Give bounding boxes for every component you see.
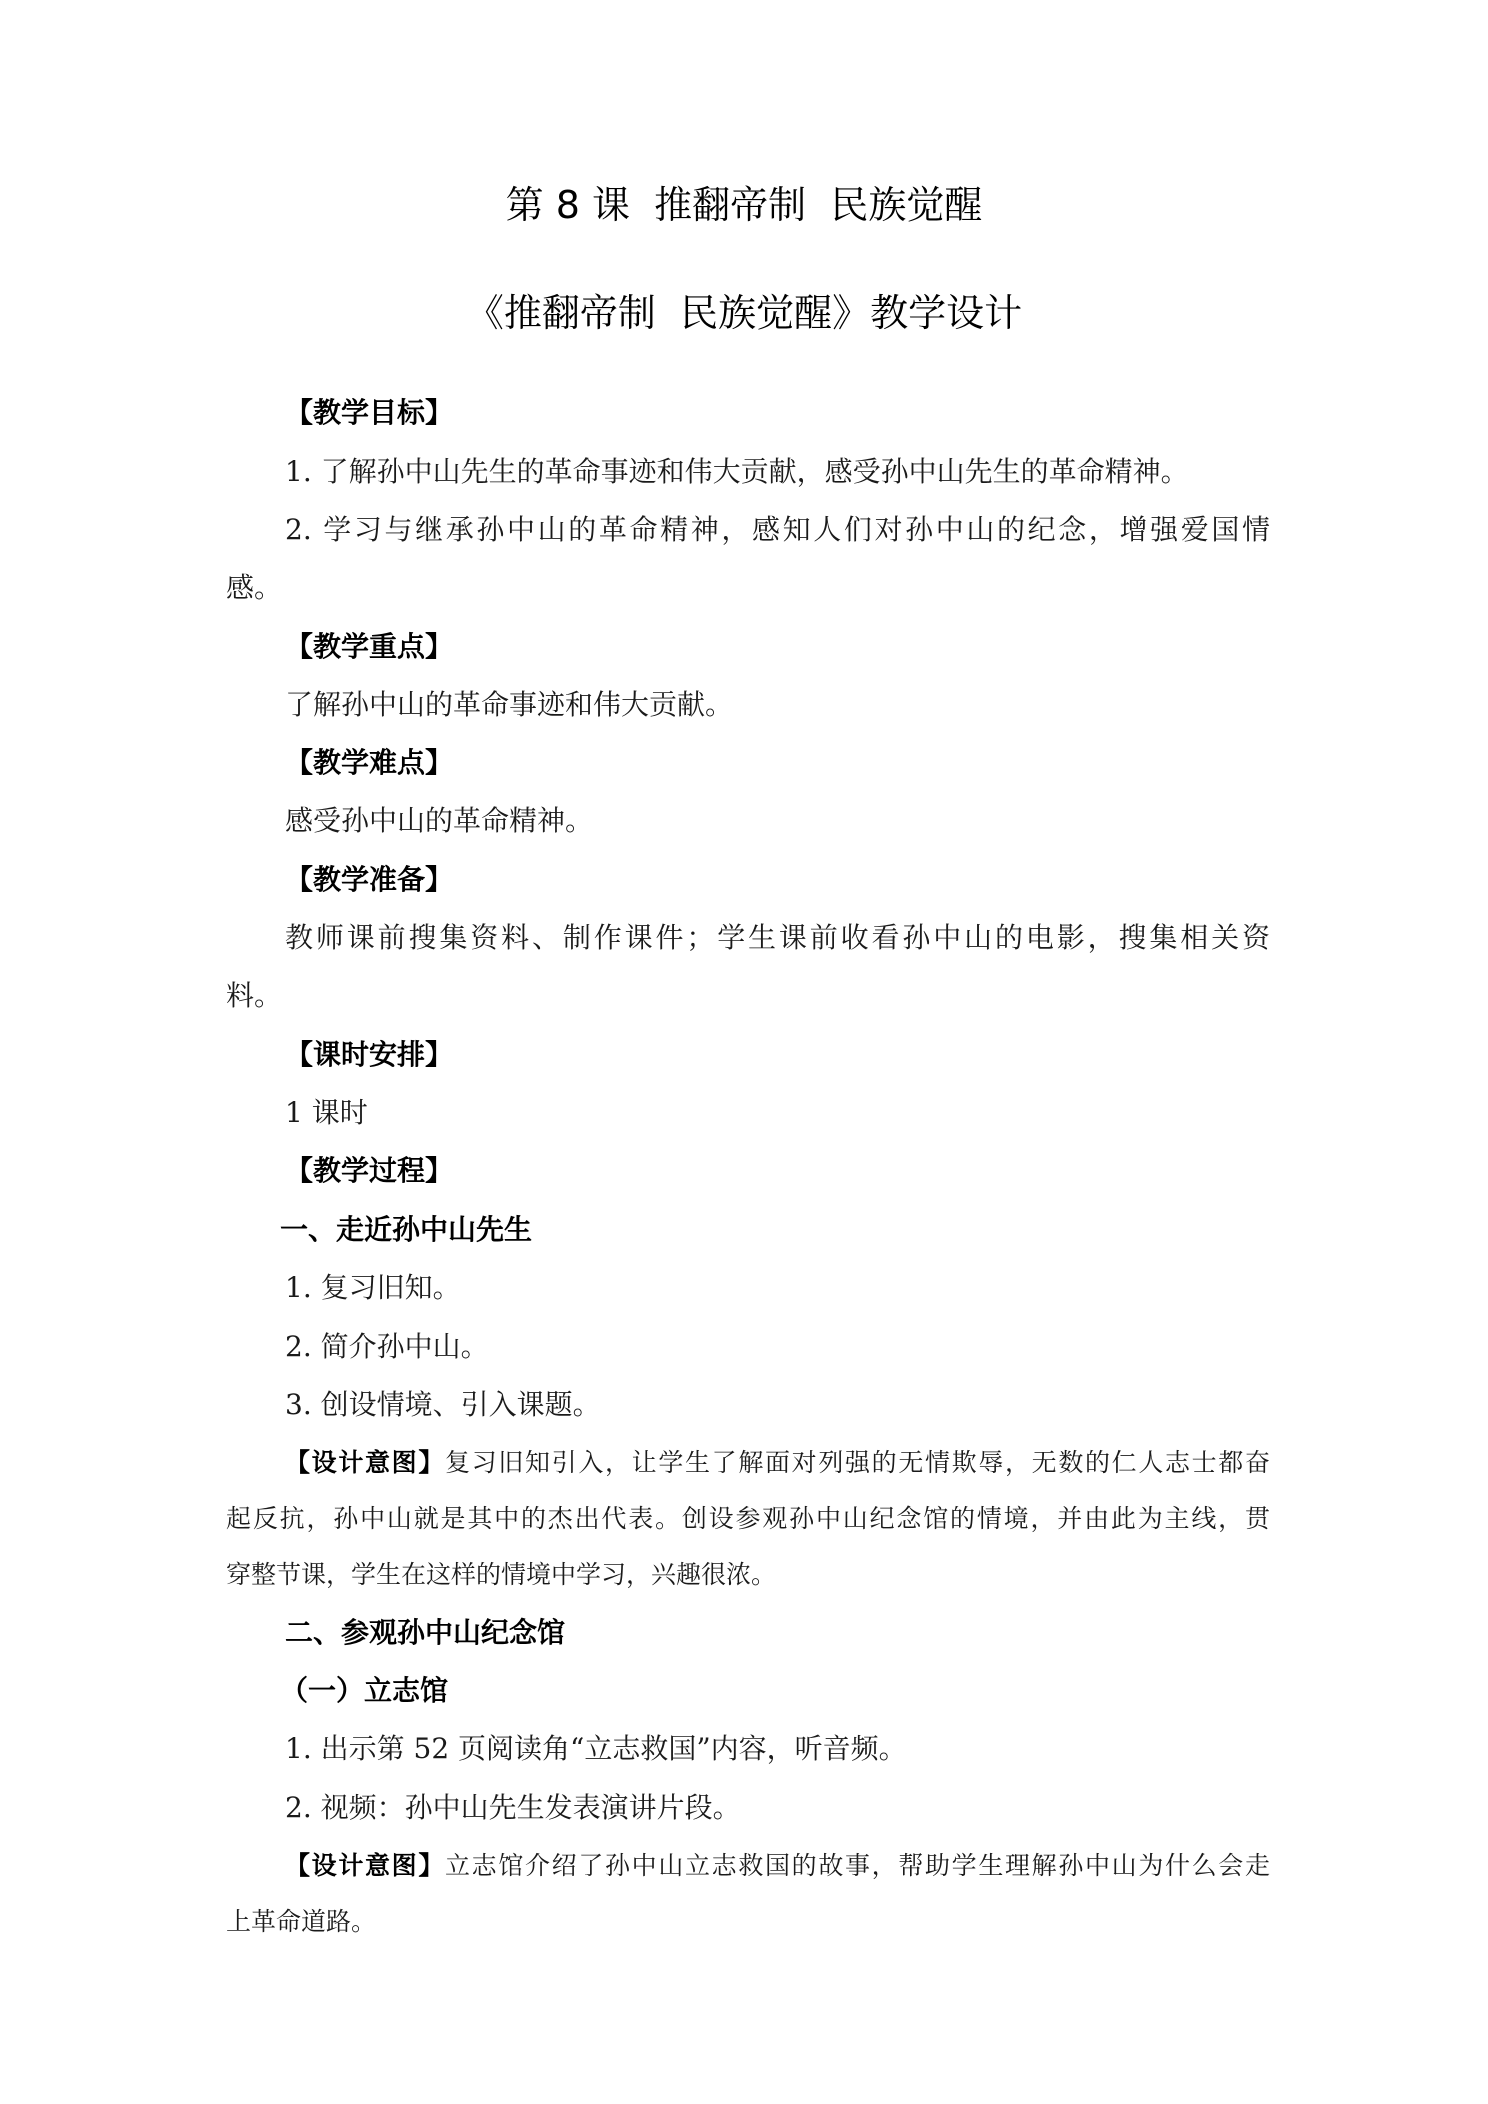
sub1-heading: （一）立志馆: [280, 1674, 449, 1707]
objectives-heading: 【教学目标】: [285, 396, 454, 429]
process-heading: 【教学过程】: [285, 1154, 454, 1187]
design-intent-label: 【设计意图】: [285, 1448, 445, 1477]
schedule-text: 1 课时: [285, 1096, 368, 1129]
part1-heading: 一、走近孙中山先生: [280, 1213, 533, 1246]
design-intent-text: 立志馆介绍了孙中山立志救国的故事，帮助学生理解孙中山为什么会走: [445, 1851, 1270, 1880]
key-points-heading: 【教学重点】: [285, 630, 454, 663]
part2-heading: 二、参观孙中山纪念馆: [285, 1616, 566, 1649]
lesson-title: 第 8 课 推翻帝制 民族觉醒: [505, 183, 983, 227]
part1-design-intent: [285, 1443, 1270, 1483]
design-intent-text: 复习旧知引入，让学生了解面对列强的无情欺辱，无数的仁人志士都奋: [445, 1448, 1270, 1477]
sub1-design-intent: [285, 1846, 1270, 1886]
part1-design-intent-cont-2: 穿整节课，学生在这样的情境中学习，兴趣很浓。: [226, 1560, 777, 1589]
sub1-step-2: 2. 视频：孙中山先生发表演讲片段。: [285, 1791, 741, 1824]
preparation-text: 教师课前搜集资料、制作课件；学生课前收看孙中山的电影，搜集相关资: [285, 921, 1270, 954]
objective-item-1: 1. 了解孙中山先生的革命事迹和伟大贡献，感受孙中山先生的革命精神。: [285, 455, 1189, 488]
part1-step-2: 2. 简介孙中山。: [285, 1330, 489, 1363]
difficulties-heading: 【教学难点】: [285, 746, 454, 779]
document-subtitle: 《推翻帝制 民族觉醒》教学设计: [465, 291, 1023, 335]
part1-step-3: 3. 创设情境、引入课题。: [285, 1388, 601, 1421]
preparation-heading: 【教学准备】: [285, 863, 454, 896]
difficulties-text: 感受孙中山的革命精神。: [285, 804, 594, 837]
part1-design-intent-cont-1: 起反抗，孙中山就是其中的杰出代表。创设参观孙中山纪念馆的情境，并由此为主线，贯: [226, 1504, 1270, 1533]
objective-item-2: 2. 学习与继承孙中山的革命精神，感知人们对孙中山的纪念，增强爱国情: [285, 513, 1270, 546]
objective-item-2-cont: 感。: [226, 571, 283, 604]
sub1-design-intent-cont: 上革命道路。: [226, 1907, 377, 1936]
part1-step-1: 1. 复习旧知。: [285, 1271, 461, 1304]
schedule-heading: 【课时安排】: [285, 1038, 454, 1071]
sub1-step-1: 1. 出示第 52 页阅读角“立志救国”内容，听音频。: [285, 1732, 907, 1765]
preparation-text-cont: 料。: [226, 979, 283, 1012]
key-points-text: 了解孙中山的革命事迹和伟大贡献。: [285, 688, 734, 721]
design-intent-label: 【设计意图】: [285, 1851, 445, 1880]
